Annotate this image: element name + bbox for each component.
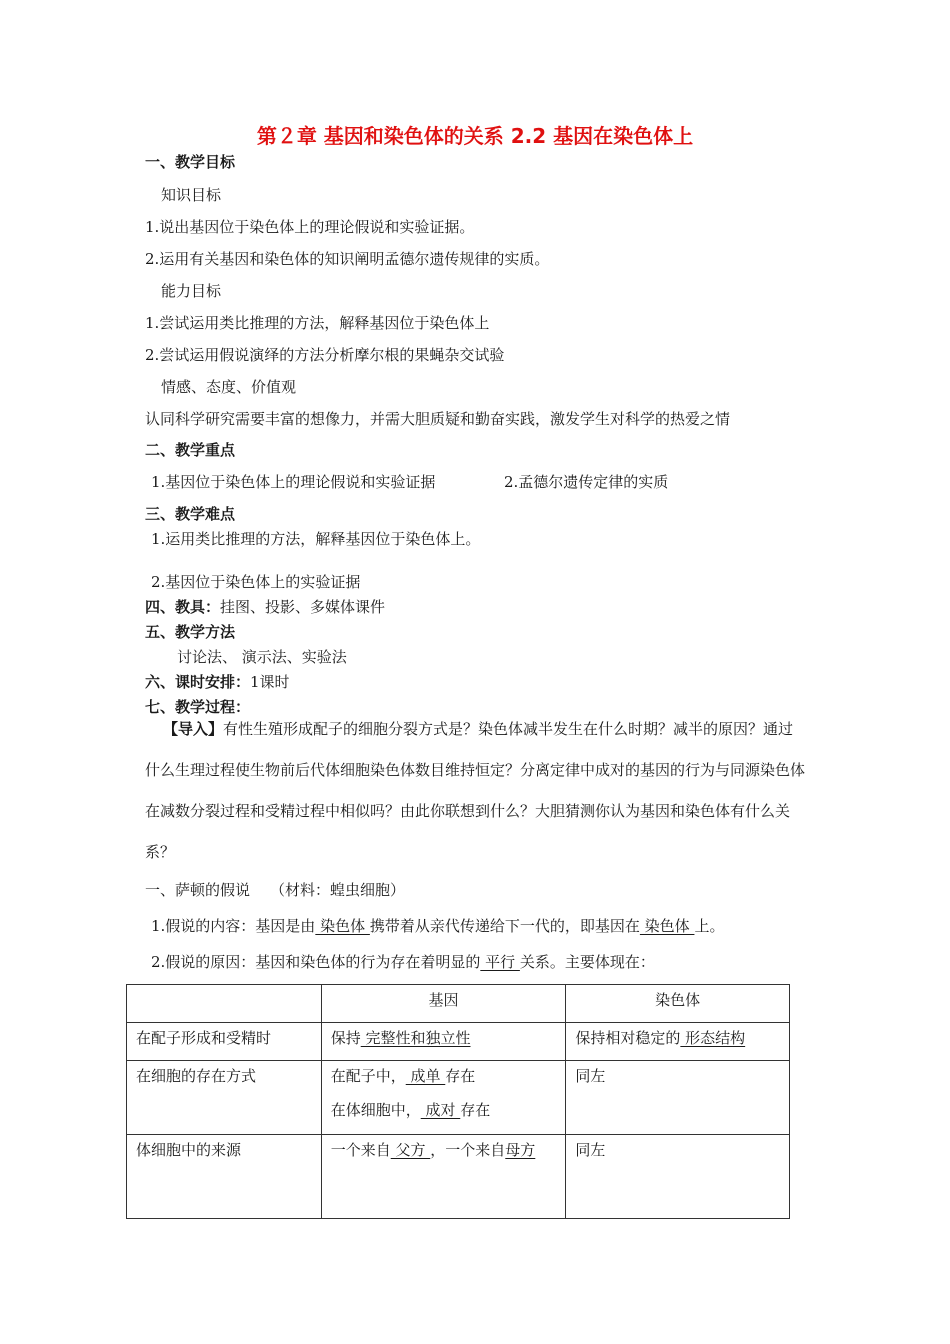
- teaching-aids-line: [145, 598, 385, 616]
- row-label: 在配子形成和受精时: [127, 1023, 322, 1061]
- table-header-empty: [127, 985, 322, 1023]
- section-heading-aids: 四、教具：: [145, 598, 221, 616]
- comparison-table: [126, 984, 790, 1219]
- answer-blank: 完整性和独立性: [360, 1029, 471, 1047]
- hypothesis-content-middle: 携带着从亲代传递给下一代的，即基因在: [369, 917, 640, 935]
- methods-text: 讨论法、 演示法、实验法: [177, 648, 347, 666]
- ability-goal-1: 1.尝试运用类比推理的方法，解释基因位于染色体上: [145, 314, 490, 332]
- cell-text: 一个来自: [330, 1141, 391, 1159]
- schedule-text: 1课时: [250, 673, 290, 691]
- emotion-goal-1: 认同科学研究需要丰富的想像力，并需大胆质疑和勤奋实践，激发学生对科学的热爱之情: [145, 410, 731, 428]
- keypoint-1: 1.基因位于染色体上的理论假说和实验证据: [151, 473, 436, 491]
- schedule-line: [145, 673, 290, 691]
- row-label: 在细胞的存在方式: [127, 1061, 322, 1135]
- difficulty-2: 2.基因位于染色体上的实验证据: [151, 573, 361, 591]
- cell-text: ，一个来自: [430, 1141, 506, 1159]
- answer-blank: 父方: [390, 1141, 431, 1159]
- chromosome-cell: 同左: [566, 1135, 790, 1219]
- cell-text: 存在: [445, 1067, 476, 1085]
- teaching-aids-text: 挂图、投影、多媒体课件: [220, 598, 386, 616]
- cell-second-line: [331, 1101, 557, 1121]
- cell-text: 在配子中，: [330, 1067, 406, 1085]
- knowledge-goal-label: 知识目标: [161, 186, 222, 204]
- hypothesis-content-suffix: 上。: [694, 917, 725, 935]
- knowledge-goal-1: 1.说出基因位于染色体上的理论假说和实验证据。: [145, 218, 475, 236]
- cell-text: 保持相对稳定的: [575, 1029, 681, 1047]
- gene-cell: [321, 1023, 566, 1061]
- emotion-goal-label: 情感、态度、价值观: [161, 378, 297, 396]
- cell-text: 存在: [460, 1100, 491, 1119]
- answer-blank: 染色体: [315, 917, 370, 935]
- answer-blank: 成对: [420, 1100, 461, 1119]
- section-heading-schedule: 六、课时安排：: [145, 673, 251, 691]
- gene-cell: [321, 1135, 566, 1219]
- section-heading-difficulties: 三、教学难点: [145, 505, 236, 523]
- page-title: 第２章 基因和染色体的关系 2.2 基因在染色体上: [256, 124, 694, 148]
- table-header-gene: 基因: [321, 985, 566, 1023]
- ability-goal-2: 2.尝试运用假说演绎的方法分析摩尔根的果蝇杂交试验: [145, 346, 505, 364]
- answer-blank: 平行: [480, 953, 520, 971]
- sutton-material: （材料：蝗虫细胞）: [270, 881, 406, 899]
- chromosome-cell: [566, 1023, 790, 1061]
- sutton-heading-line: [145, 881, 405, 899]
- section-heading-goals: 一、教学目标: [145, 153, 236, 171]
- table-row: [127, 1023, 790, 1061]
- answer-blank: 染色体: [639, 917, 695, 935]
- intro-paragraph: [145, 709, 805, 873]
- sutton-heading: 一、萨顿的假说: [145, 881, 251, 899]
- table-header-chromosome: 染色体: [566, 985, 790, 1023]
- difficulty-1: 1.运用类比推理的方法，解释基因位于染色体上。: [151, 530, 481, 548]
- section-heading-methods: 五、教学方法: [145, 623, 236, 641]
- table-row: [127, 1061, 790, 1135]
- table-row: [127, 1135, 790, 1219]
- section-heading-keypoints: 二、教学重点: [145, 441, 236, 459]
- hypothesis-reason-prefix: 2.假说的原因：基因和染色体的行为存在着明显的: [151, 953, 481, 971]
- knowledge-goal-2: 2.运用有关基因和染色体的知识阐明孟德尔遗传规律的实质。: [145, 250, 550, 268]
- row-label: 体细胞中的来源: [127, 1135, 322, 1219]
- hypothesis-content: [151, 917, 724, 935]
- chromosome-cell: 同左: [566, 1061, 790, 1135]
- section-heading-process: 七、教学过程：: [145, 698, 251, 716]
- ability-goal-label: 能力目标: [161, 282, 222, 300]
- hypothesis-content-prefix: 1.假说的内容：基因是由: [151, 917, 316, 935]
- table-header-row: [127, 985, 790, 1023]
- answer-blank: 成单: [405, 1067, 446, 1085]
- answer-blank: 母方: [505, 1141, 536, 1159]
- cell-text: 保持: [330, 1029, 361, 1047]
- intro-tag: 【导入】: [163, 720, 224, 738]
- hypothesis-reason: [151, 953, 655, 971]
- answer-blank: 形态结构: [680, 1029, 746, 1047]
- hypothesis-reason-suffix: 关系。主要体现在：: [519, 953, 655, 971]
- intro-text: 有性生殖形成配子的细胞分裂方式是？染色体减半发生在什么时期？减半的原因？通过什么生理过程使生物前后代体细胞染色体数目维持恒定？分离定律中成对的基因的行为与同源染色体在减数分裂过程和受精过程中相似吗？由此你联想到什么？大胆猜测你认为基因和染色体有什么关系？: [145, 720, 806, 861]
- gene-cell: [321, 1061, 566, 1135]
- cell-text: 在体细胞中，: [330, 1100, 421, 1119]
- keypoint-2: 2.孟德尔遗传定律的实质: [504, 473, 669, 491]
